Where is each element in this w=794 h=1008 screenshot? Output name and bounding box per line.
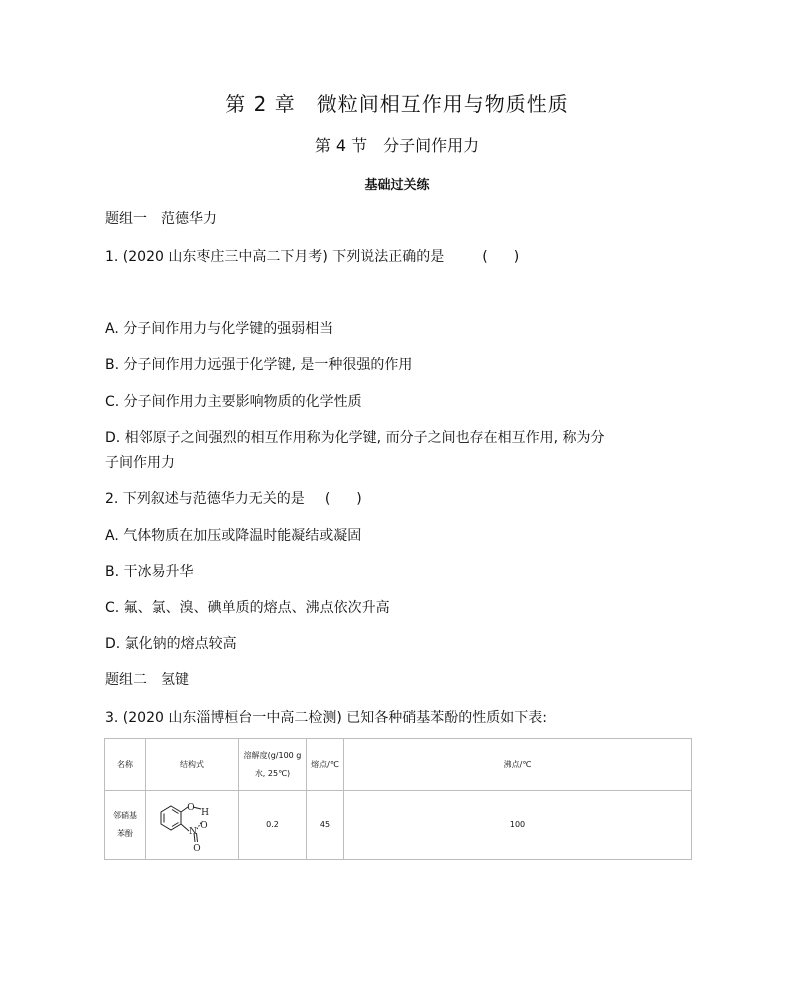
q2-option-a: A. 气体物质在加压或降温时能凝结或凝固 (105, 528, 362, 544)
question-3-stem: 3. (2020 山东淄博桓台一中高二检测) 已知各种硝基苯酚的性质如下表: (105, 710, 547, 726)
section-title: 第 4 节 分子间作用力 (314, 136, 480, 155)
q1-option-d-continued: 子间作用力 (105, 455, 175, 471)
answer-paren: ( ) (324, 491, 368, 507)
q1-option-b: B. 分子间作用力远强于化学键, 是一种很强的作用 (105, 357, 413, 373)
group-heading-1: 题组一 范德华力 (105, 211, 217, 227)
atom-label-o: O (193, 844, 201, 854)
cell-boiling: 100 (344, 791, 692, 860)
table-header-row (105, 739, 692, 791)
atom-label-o: O (200, 821, 208, 831)
question-1-text: 1. (2020 山东枣庄三中高二下月考) 下列说法正确的是 (105, 249, 445, 265)
header-name: 名称 (105, 739, 146, 791)
header-solubility-line-2: 水, 25℃) (254, 768, 291, 778)
question-1-stem (105, 246, 525, 266)
q2-option-d: D. 氯化钠的熔点较高 (105, 636, 237, 652)
atom-label-o: O (187, 803, 195, 813)
q2-option-b: B. 干冰易升华 (105, 564, 194, 580)
o-nitrophenol-structure-image (147, 795, 237, 855)
table-row (105, 791, 692, 860)
atom-label-n: N (189, 827, 197, 837)
chapter-title: 第 2 章 微粒间相互作用与物质性质 (225, 92, 569, 116)
header-boiling: 沸点/℃ (344, 739, 692, 791)
q1-option-c: C. 分子间作用力主要影响物质的化学性质 (105, 394, 362, 410)
cell-name-line-1: 邻硝基 (113, 811, 137, 820)
header-solubility (239, 739, 307, 791)
cell-solubility: 0.2 (239, 791, 307, 860)
header-melting: 熔点/℃ (307, 739, 344, 791)
q1-option-d: D. 相邻原子之间强烈的相互作用称为化学键, 而分子之间也存在相互作用, 称为分 (105, 430, 605, 446)
cell-name-line-2: 苯酚 (117, 829, 133, 838)
subtitle: 基础过关练 (364, 178, 430, 193)
header-structure: 结构式 (146, 739, 239, 791)
question-2-text: 2. 下列叙述与范德华力无关的是 (105, 491, 305, 507)
question-2-stem (105, 488, 368, 508)
group-heading-2: 题组二 氢键 (105, 672, 189, 688)
atom-label-h: H (201, 808, 209, 818)
nitrophenol-table (104, 738, 692, 860)
q1-option-a: A. 分子间作用力与化学键的强弱相当 (105, 321, 334, 337)
cell-melting: 45 (307, 791, 344, 860)
header-solubility-line-1: 溶解度(g/100 g (243, 750, 302, 760)
answer-paren: ( ) (482, 249, 526, 265)
cell-structure (146, 791, 239, 860)
q2-option-c: C. 氟、氯、溴、碘单质的熔点、沸点依次升高 (105, 600, 390, 616)
cell-name (105, 791, 146, 860)
